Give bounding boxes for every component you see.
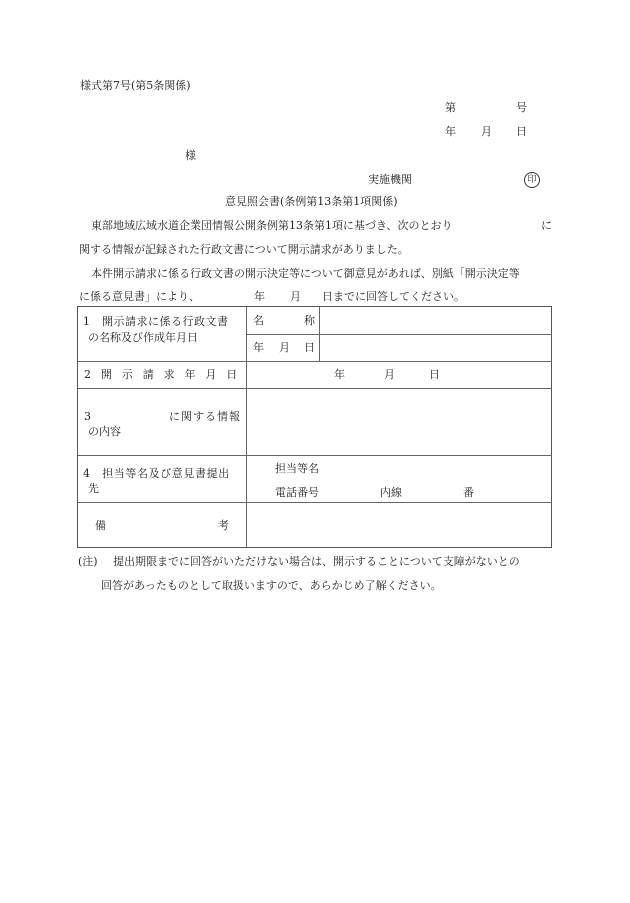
row3-label-line2: の内容 bbox=[88, 425, 121, 438]
para2-line2-b: 日までに回答してください。 bbox=[322, 290, 465, 303]
date-year: 年 bbox=[445, 125, 456, 138]
row2-day: 日 bbox=[429, 368, 440, 381]
para2-year: 年 bbox=[254, 290, 265, 303]
doc-number-suffix: 号 bbox=[516, 101, 527, 114]
info-table bbox=[77, 306, 552, 548]
column-divider bbox=[246, 307, 247, 548]
contact-name-label: 担当等名 bbox=[275, 462, 319, 475]
remarks-label-a: 備 bbox=[95, 519, 106, 532]
row1-date-d: 日 bbox=[304, 341, 315, 354]
addressee-suffix: 様 bbox=[185, 149, 196, 162]
date-month: 月 bbox=[481, 125, 492, 138]
document-title: 意見照会書(条例第13条第1項関係) bbox=[225, 195, 398, 208]
doc-number-prefix: 第 bbox=[445, 101, 456, 114]
row2-month: 月 bbox=[384, 368, 395, 381]
row4-label-line1: 4 担当等名及び意見書提出 bbox=[83, 467, 230, 480]
para1-line2: 関する情報が記録された行政文書について開示請求がありました。 bbox=[79, 243, 409, 256]
remarks-label-b: 考 bbox=[218, 519, 229, 532]
para1-line1: 東部地域広域水道企業団情報公開条例第13条第1項に基づき、次のとおり bbox=[91, 219, 453, 232]
row-divider bbox=[78, 455, 552, 456]
agency-label: 実施機関 bbox=[368, 173, 412, 186]
row3-label-a: に関する情報 bbox=[169, 410, 241, 423]
row1-name-a: 名 bbox=[253, 314, 264, 327]
row-divider bbox=[78, 361, 552, 362]
note-mark: (注) bbox=[78, 555, 98, 568]
para2-line1: 本件開示請求に係る行政文書の開示決定等について御意見があれば、別紙「開示決定等 bbox=[91, 267, 520, 280]
form-number: 様式第7号(第5条関係) bbox=[80, 79, 191, 92]
row1-sub-column-divider bbox=[319, 307, 320, 361]
phone-label: 電話番号 bbox=[275, 486, 319, 499]
note-line2: 回答があったものとして取扱いますので、あらかじめ了解ください。 bbox=[101, 579, 442, 592]
row2-label: 2 開 示 請 求 年 月 日 bbox=[84, 368, 241, 381]
row1-sub-divider bbox=[246, 334, 552, 335]
row2-year: 年 bbox=[334, 368, 345, 381]
para2-month: 月 bbox=[290, 290, 301, 303]
row1-date-m: 月 bbox=[279, 341, 290, 354]
row3-label-num: 3 bbox=[84, 410, 91, 423]
number-label: 番 bbox=[463, 486, 474, 499]
row1-name-b: 称 bbox=[304, 314, 315, 327]
row1-date-y: 年 bbox=[253, 341, 264, 354]
row1-label-line2: の名称及び作成年月日 bbox=[88, 331, 198, 344]
row-divider bbox=[78, 388, 552, 389]
seal-icon: 印 bbox=[524, 172, 540, 188]
row-divider bbox=[78, 502, 552, 503]
row4-label-line2: 先 bbox=[88, 482, 99, 495]
row1-label-line1: 1 開示請求に係る行政文書 bbox=[83, 315, 229, 328]
date-day: 日 bbox=[516, 125, 527, 138]
para2-line2-a: に係る意見書」により、 bbox=[79, 290, 200, 303]
para1-line1-end: に bbox=[541, 219, 552, 232]
extension-label: 内線 bbox=[380, 486, 402, 499]
note-line1: 提出期限までに回答がいただけない場合は、開示することについて支障がないとの bbox=[113, 555, 520, 568]
